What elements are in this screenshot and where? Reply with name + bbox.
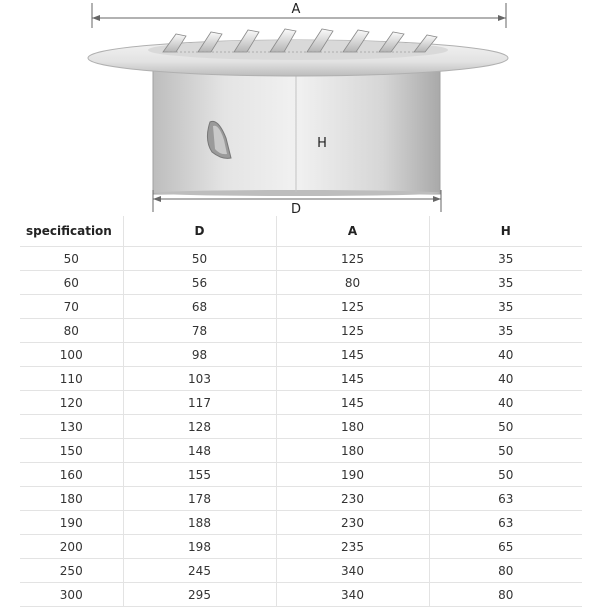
- table-body: [20, 247, 582, 607]
- cell-d: 68: [123, 295, 276, 319]
- vent-pipe: [153, 70, 440, 196]
- cell-d: 148: [123, 439, 276, 463]
- cell-h: 63: [429, 487, 582, 511]
- cell-d: 103: [123, 367, 276, 391]
- cell-a: 125: [276, 319, 429, 343]
- cell-specification: 50: [20, 247, 123, 271]
- header-row: [20, 216, 582, 247]
- table-row: [20, 391, 582, 415]
- cell-a: 145: [276, 367, 429, 391]
- cell-h: 35: [429, 247, 582, 271]
- cell-d: 117: [123, 391, 276, 415]
- cell-h: 35: [429, 271, 582, 295]
- cell-a: 145: [276, 343, 429, 367]
- cell-d: 50: [123, 247, 276, 271]
- cell-h: 50: [429, 439, 582, 463]
- cell-specification: 60: [20, 271, 123, 295]
- cell-h: 80: [429, 583, 582, 607]
- cell-specification: 200: [20, 535, 123, 559]
- table-row: [20, 439, 582, 463]
- cell-d: 128: [123, 415, 276, 439]
- dimension-h-label: H: [317, 136, 327, 151]
- cell-specification: 160: [20, 463, 123, 487]
- cell-h: 65: [429, 535, 582, 559]
- cell-d: 295: [123, 583, 276, 607]
- cell-specification: 180: [20, 487, 123, 511]
- cell-h: 40: [429, 391, 582, 415]
- cell-specification: 110: [20, 367, 123, 391]
- cell-specification: 70: [20, 295, 123, 319]
- cell-specification: 150: [20, 439, 123, 463]
- cell-specification: 130: [20, 415, 123, 439]
- dimension-d-label: D: [290, 202, 302, 215]
- dimension-a-label: A: [291, 2, 301, 17]
- cell-h: 40: [429, 367, 582, 391]
- table-row: [20, 535, 582, 559]
- vent-diagram: [0, 0, 600, 215]
- cell-a: 125: [276, 295, 429, 319]
- cell-h: 50: [429, 415, 582, 439]
- table-row: [20, 343, 582, 367]
- vent-flange: [88, 40, 508, 76]
- cell-d: 155: [123, 463, 276, 487]
- table-row: [20, 487, 582, 511]
- cell-a: 235: [276, 535, 429, 559]
- cell-d: 188: [123, 511, 276, 535]
- cell-a: 190: [276, 463, 429, 487]
- cell-h: 50: [429, 463, 582, 487]
- cell-h: 63: [429, 511, 582, 535]
- cell-h: 35: [429, 295, 582, 319]
- table-row: [20, 247, 582, 271]
- cell-h: 40: [429, 343, 582, 367]
- header-specification: specification: [20, 216, 123, 247]
- table-row: [20, 559, 582, 583]
- cell-specification: 80: [20, 319, 123, 343]
- table-row: [20, 463, 582, 487]
- cell-a: 230: [276, 487, 429, 511]
- table-row: [20, 583, 582, 607]
- cell-specification: 120: [20, 391, 123, 415]
- table-row: [20, 415, 582, 439]
- cell-d: 98: [123, 343, 276, 367]
- cell-a: 145: [276, 391, 429, 415]
- cell-d: 245: [123, 559, 276, 583]
- specification-table: [20, 216, 582, 607]
- table-header: [20, 216, 582, 247]
- cell-a: 180: [276, 439, 429, 463]
- table-row: [20, 367, 582, 391]
- cell-d: 178: [123, 487, 276, 511]
- table-row: [20, 511, 582, 535]
- cell-a: 230: [276, 511, 429, 535]
- dimension-a: [92, 2, 506, 28]
- cell-a: 340: [276, 583, 429, 607]
- cell-h: 80: [429, 559, 582, 583]
- header-d: D: [123, 216, 276, 247]
- cell-specification: 100: [20, 343, 123, 367]
- cell-d: 198: [123, 535, 276, 559]
- cell-a: 125: [276, 247, 429, 271]
- cell-h: 35: [429, 319, 582, 343]
- header-a: A: [276, 216, 429, 247]
- cell-specification: 190: [20, 511, 123, 535]
- table-row: [20, 295, 582, 319]
- cell-specification: 300: [20, 583, 123, 607]
- cell-d: 56: [123, 271, 276, 295]
- cell-a: 340: [276, 559, 429, 583]
- cell-specification: 250: [20, 559, 123, 583]
- header-h: H: [429, 216, 582, 247]
- cell-a: 80: [276, 271, 429, 295]
- vent-illustration: [0, 0, 600, 215]
- cell-d: 78: [123, 319, 276, 343]
- table-row: [20, 319, 582, 343]
- cell-a: 180: [276, 415, 429, 439]
- table-row: [20, 271, 582, 295]
